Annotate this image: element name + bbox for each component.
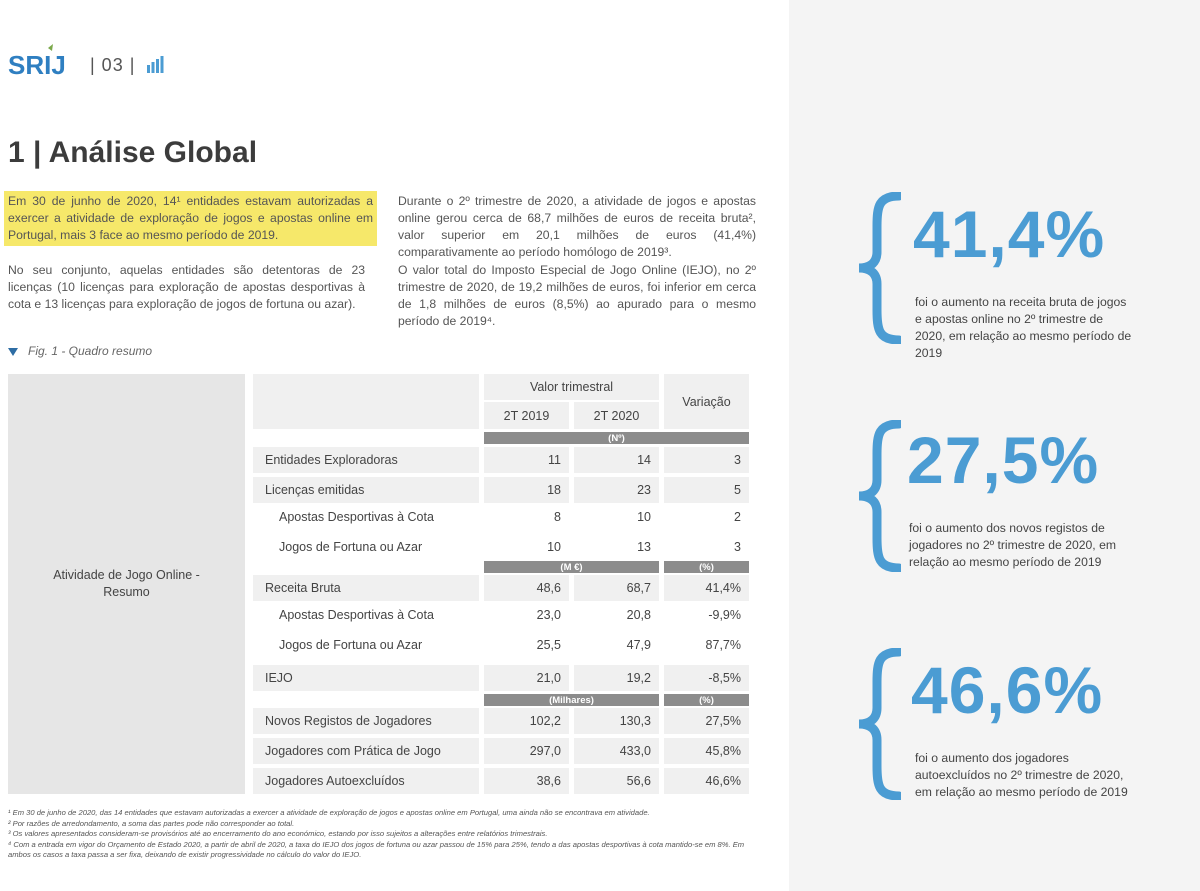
unit-bar-meur: (M €)	[484, 561, 659, 573]
page-number: | 03 |	[90, 55, 136, 75]
table-cell-2019: 18	[484, 477, 569, 503]
table-cell-2020: 433,0	[574, 738, 659, 764]
table-cell-2019: 48,6	[484, 575, 569, 601]
section-title: 1 | Análise Global	[8, 136, 258, 169]
table-header-blank	[253, 374, 479, 429]
table-cell-var: 5	[664, 477, 749, 503]
table-row-label: Apostas Desportivas à Cota	[253, 504, 479, 530]
table-cell-2020: 23	[574, 477, 659, 503]
srij-logo	[8, 42, 70, 80]
figure-caption: Fig. 1 - Quadro resumo	[8, 344, 152, 358]
table-cell-2020: 56,6	[574, 768, 659, 794]
brace-icon	[855, 420, 901, 572]
stat-description: foi o aumento na receita bruta de jogos e apostas online no 2º trimestre de 2020, em relação ao mesmo período de 2019	[915, 295, 1132, 360]
table-cell-2019: 11	[484, 447, 569, 473]
table-cell-2020: 10	[574, 504, 659, 530]
table-cell-2019: 10	[484, 534, 569, 560]
footnote: ² Por razões de arredondamento, a soma das partes pode não corresponder ao total.	[8, 818, 295, 828]
table-cell-2020: 13	[574, 534, 659, 560]
table-row-label: Receita Bruta	[253, 575, 479, 601]
table-cell-var: 41,4%	[664, 575, 749, 601]
table-cell-2020: 68,7	[574, 575, 659, 601]
table-row-label: Apostas Desportivas à Cota	[253, 602, 479, 628]
header-valor-trimestral: Valor trimestral	[484, 374, 659, 400]
brace-icon	[855, 648, 901, 800]
table-cell-var: -8,5%	[664, 665, 749, 691]
brace-icon	[855, 192, 901, 344]
table-cell-2019: 25,5	[484, 632, 569, 658]
table-row-label: Licenças emitidas	[253, 477, 479, 503]
table-cell-var: 45,8%	[664, 738, 749, 764]
table-row-label: Jogadores Autoexcluídos	[253, 768, 479, 794]
unit-bar-percent: (%)	[664, 561, 749, 573]
header-2t2020: 2T 2020	[574, 402, 659, 429]
table-row-label: Jogos de Fortuna ou Azar	[253, 632, 479, 658]
unit-bar-count: (Nº)	[484, 432, 749, 444]
table-cell-2019: 297,0	[484, 738, 569, 764]
table-row-label: Entidades Exploradoras	[253, 447, 479, 473]
triangle-down-icon	[8, 348, 18, 356]
footnote: ¹ Em 30 de junho de 2020, das 14 entidades que estavam autorizadas a exercer a atividade de exploração de jogos e apostas online em Portugal, uma ainda não se encontrava em atividade.	[8, 808, 650, 817]
header-2t2019: 2T 2019	[484, 402, 569, 429]
table-cell-2020: 19,2	[574, 665, 659, 691]
stat-value: 27,5%	[907, 423, 1100, 497]
bar-chart-icon	[146, 55, 164, 73]
table-cell-2020: 14	[574, 447, 659, 473]
table-cell-var: 27,5%	[664, 708, 749, 734]
table-row-label: Jogadores com Prática de Jogo	[253, 738, 479, 764]
stat-description: foi o aumento dos novos registos de jogadores no 2º trimestre de 2020, em relação ao mesmo período de 2019	[909, 521, 1117, 569]
table-cell-var: 3	[664, 447, 749, 473]
table-cell-2019: 102,2	[484, 708, 569, 734]
table-cell-2020: 47,9	[574, 632, 659, 658]
table-cell-2019: 21,0	[484, 665, 569, 691]
stat-value: 41,4%	[913, 197, 1106, 271]
unit-bar-thousands: (Milhares)	[484, 694, 659, 706]
logo-text: SRIJ	[8, 50, 66, 80]
table-cell-var: 3	[664, 534, 749, 560]
table-cell-var: 87,7%	[664, 632, 749, 658]
table-cell-2019: 8	[484, 504, 569, 530]
unit-bar-percent: (%)	[664, 694, 749, 706]
table-cell-var: 2	[664, 504, 749, 530]
stat-description: foi o aumento dos jogadores autoexcluídos no 2º trimestre de 2020, em relação ao mesmo período de 2019	[915, 751, 1128, 799]
footnote: ³ Os valores apresentados consideram-se provisórios até ao encerramento do ano económico, estando por isso sujeitos a alterações entre relatórios trimestrais.	[8, 829, 548, 838]
header-variacao: Variação	[664, 374, 749, 429]
table-cell-2020: 130,3	[574, 708, 659, 734]
table-row-label: IEJO	[253, 665, 479, 691]
table-cell-2019: 38,6	[484, 768, 569, 794]
table-row-label: Jogos de Fortuna ou Azar	[253, 534, 479, 560]
paragraph-licenses: No seu conjunto, aquelas entidades são detentoras de 23 licenças (10 licenças para exploração de apostas desportivas à cota e 13 licenças para exploração de jogos de fortuna ou azar).	[8, 263, 365, 311]
footnote: ⁴ Com a entrada em vigor do Orçamento de Estado 2020, a partir de abril de 2020, a taxa do IEJO dos jogos de fortuna ou azar passou de 15% para 25%, tendo a das apostas desportivas à cota mantido-se em 8%. Em ambos os casos a taxa passa a ser fixa, deixando de existir progressividade no cálculo do valor do IEJO.	[8, 839, 745, 859]
paragraph-iejo: O valor total do Imposto Especial de Jogo Online (IEJO), no 2º trimestre de 2020, de 19,2 milhões de euros, foi inferior em cerca de 1,8 milhões de euros (8,5%) ao apurado para o mesmo período de 2019⁴.	[398, 263, 756, 328]
table-cell-2019: 23,0	[484, 602, 569, 628]
table-cell-var: -9,9%	[664, 602, 749, 628]
table-row-label: Novos Registos de Jogadores	[253, 708, 479, 734]
paragraph-revenue: Durante o 2º trimestre de 2020, a atividade de jogos e apostas online gerou cerca de 68,7 milhões de euros de receita bruta², valor superior em 20,1 milhões de euros (41,4%) comparativamente ao período homólogo de 2019³.	[398, 194, 756, 259]
highlights-panel	[789, 0, 1200, 891]
footnotes	[8, 808, 753, 861]
table-side-label: Atividade de Jogo Online - Resumo	[8, 374, 245, 794]
table-cell-var: 46,6%	[664, 768, 749, 794]
paragraph-entities: Em 30 de junho de 2020, 14¹ entidades estavam autorizadas a exercer a atividade de exploração de jogos e apostas online em Portugal, mais 3 face ao mesmo período de 2019.	[4, 191, 377, 246]
table-cell-2020: 20,8	[574, 602, 659, 628]
stat-value: 46,6%	[911, 653, 1104, 727]
